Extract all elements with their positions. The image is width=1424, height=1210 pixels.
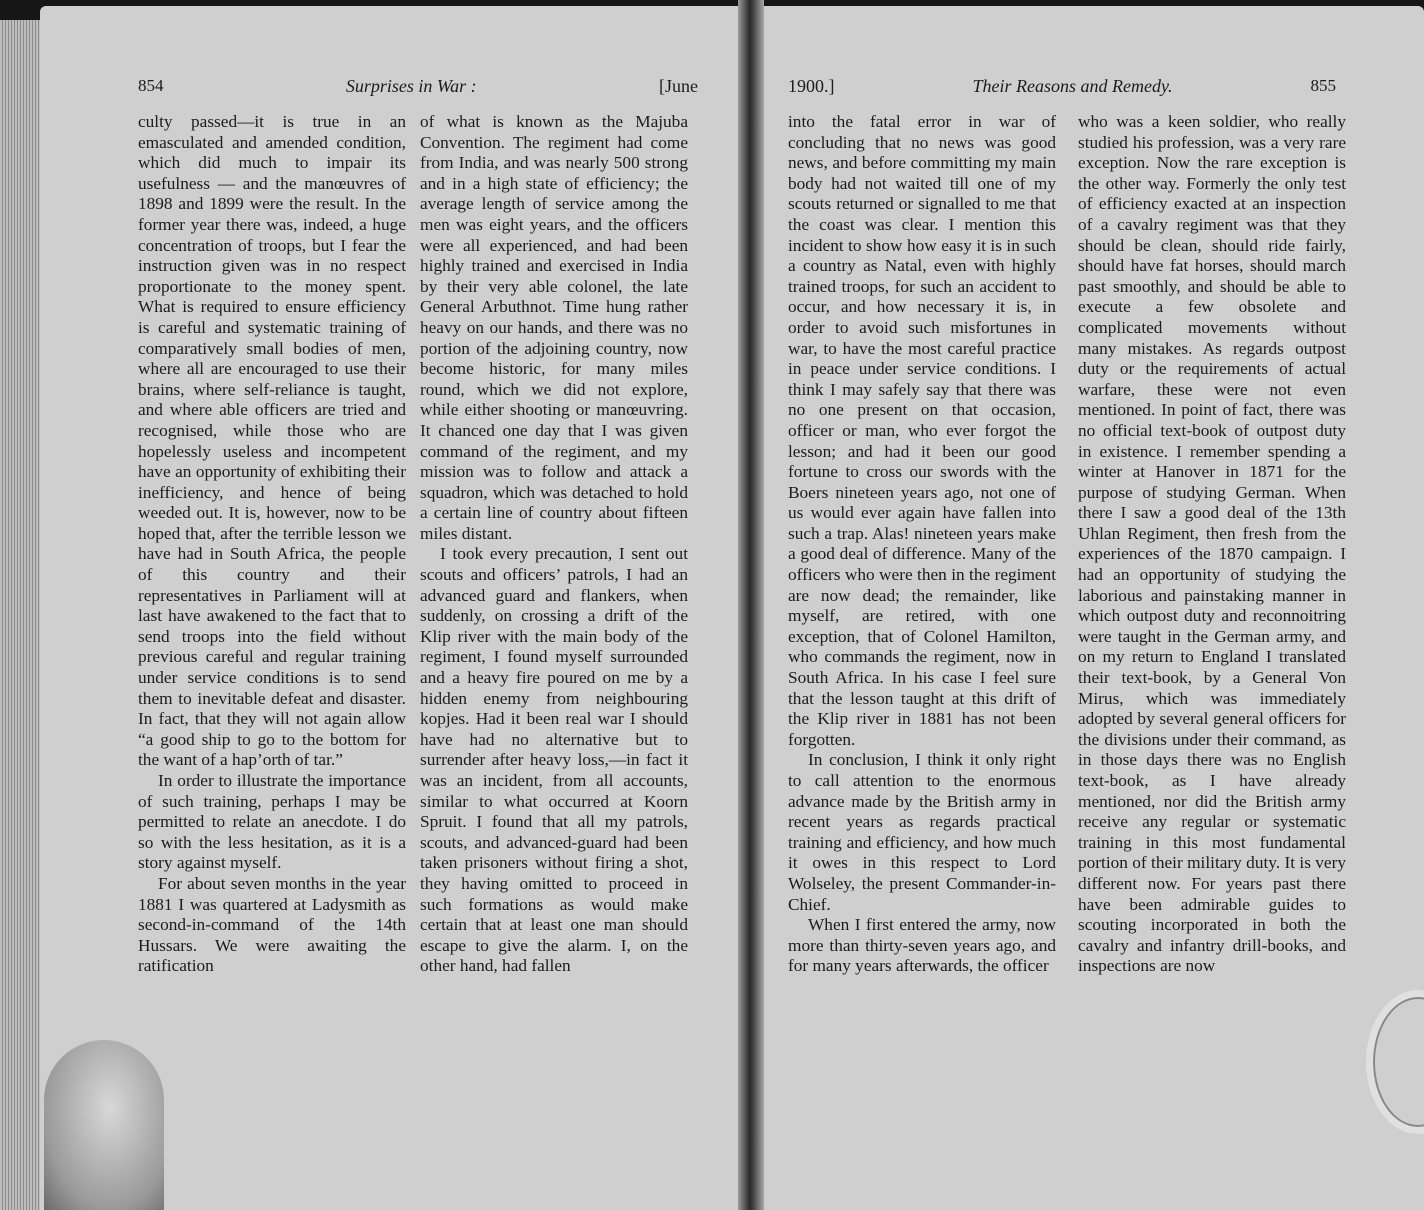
- right-page-number: 855: [1310, 76, 1336, 95]
- right-column-1: [788, 112, 1056, 977]
- paragraph: culty passed—it is true in an emasculated and amended condition, which did much to impair its usefulness — and the manœuvres of 1898 and 1899 were the result. In the former year there was, indeed, a huge concentration of troops, but I fear the instruction given was in no respect proportionate to the money spent. What is required to ensure efficiency is careful and systematic training of comparatively small bodies of men, where all are encouraged to use their brains, where self-reliance is taught, and where able officers are tried and recognised, while those who are hopelessly useless and incompetent have an opportunity of exhibiting their inefficiency, and hence of being weeded out. It is, however, now to be hoped that, after the terrible lesson we have had in South Africa, the people of this country and their representatives in Parliament will at last have awakened to the fact that to send troops into the field without previous careful and regular training under service conditions is to send them to inevitable defeat and disaster. In fact, that they will not again allow “a good ship to go to the bottom for the want of a hap’orth of tar.”: [138, 112, 406, 770]
- right-page: [758, 6, 1424, 1210]
- left-page: [40, 6, 748, 1210]
- left-column-1: [138, 112, 406, 977]
- paragraph: into the fatal error in war of concluding that no news was good news, and before committing my main body had not waited till one of my scouts returned or signalled to me that the coast was clear. I mention this incident to show how easy it is in such a country as Natal, even with highly trained troops, for such an accident to occur, and how necessary it is, in order to avoid such misfortunes in war, to have the most careful practice in peace under service conditions. I think I may safely say that there was no one present on that occasion, officer or man, who ever forgot the lesson; and had it been our good fortune to cross our swords with the Boers nineteen years ago, not one of us would ever again have fallen into such a trap. Alas! nineteen years make a good deal of difference. Many of the officers who were then in the regiment are now dead; the remainder, like myself, are retired, with one exception, that of Colonel Hamilton, who commands the regiment, now in South Africa. In his case I feel sure that the lesson taught at this drift of the Klip river in 1881 has not been forgotten.: [788, 112, 1056, 749]
- left-running-head: [138, 76, 698, 97]
- left-month: [June: [658, 76, 698, 96]
- left-page-number: 854: [138, 76, 164, 95]
- paragraph: In order to illustrate the importance of such training, perhaps I may be permitted to relate an anecdote. I do so with the less hesitation, as it is a story against myself.: [138, 771, 406, 873]
- left-running-title: Surprises in War :: [345, 76, 477, 96]
- right-running-head: [788, 76, 1336, 97]
- paragraph: When I first entered the army, now more than thirty-seven years ago, and for many years afterwards, the officer: [788, 915, 1056, 976]
- paragraph: I took every precaution, I sent out scouts and officers’ patrols, I had an advanced guard and flankers, when suddenly, on crossing a drift of the Klip river with the main body of the regiment, I found myself surrounded and a heavy fire poured on me by a hidden enemy from neighbouring kopjes. Had it been real war I should have had no alternative but to surrender after heavy loss,—in fact it was an incident, from all accounts, similar to what occurred at Koorn Spruit. I found that all my patrols, scouts, and advanced-guard had been taken prisoners without firing a shot, they having omitted to proceed in such formations as would make certain that at least one man should escape to give the alarm. I, on the other hand, had fallen: [420, 544, 688, 976]
- left-column-2: [420, 112, 688, 977]
- paragraph: For about seven months in the year 1881 I was quartered at Ladysmith as second-in-command of the 14th Hussars. We were awaiting the ratification: [138, 873, 406, 976]
- right-column-2: [1078, 112, 1346, 977]
- paragraph: of what is known as the Majuba Convention. The regiment had come from India, and was nearly 500 strong and in a high state of efficiency; the average length of service among the men was eight years, and the officers were all experienced, and had been highly trained and exercised in India by their very able colonel, the late General Arbuthnot. Time hung rather heavy on our hands, and there was no portion of the adjoining country, now become historic, for many miles round, which we did not explore, while either shooting or manœuvring. It chanced one day that I was given command of the regiment, and my mission was to follow and attack a squadron, which was detached to hold a certain line of country about fifteen miles distant.: [420, 112, 688, 543]
- paragraph: In conclusion, I think it only right to call attention to the enormous advance made by the British army in recent years as regards practical training and efficiency, and how much it owes in this respect to Lord Wolseley, the present Commander-in-Chief.: [788, 750, 1056, 914]
- right-year: 1900.]: [788, 76, 835, 96]
- right-running-title: Their Reasons and Remedy.: [972, 76, 1173, 96]
- book-gutter: [738, 0, 764, 1210]
- thumb: [44, 1040, 164, 1210]
- paragraph: who was a keen soldier, who really studied his profession, was a very rare exception. Now the rare exception is the other way. Formerly the only test of efficiency exacted at an inspection of a cavalry regiment was that they should be clean, should ride fairly, should have fat horses, should march past smoothly, and should be able to execute a few obsolete and complicated movements without many mistakes. As regards outpost duty or the requirements of actual warfare, these were not even mentioned. In point of fact, there was no official text-book of outpost duty in existence. I remember spending a winter at Hanover in 1871 for the purpose of studying German. When there I saw a good deal of the 13th Uhlan Regiment, then fresh from the experiences of the 1870 campaign. I had an opportunity of studying the laborious and painstaking manner in which outpost duty and reconnoitring were taught in the German army, and on my return to England I translated their text-book, by a General Von Mirus, which was immediately adopted by several general officers for the divisions under their command, as in those days there was no English text-book, as I have already mentioned, nor did the British army receive any regular or systematic training in this most fundamental portion of their military duty. It is very different now. For years past there have been admirable guides to scouting incorporated in both the cavalry and infantry drill-books, and inspections are now: [1078, 112, 1346, 976]
